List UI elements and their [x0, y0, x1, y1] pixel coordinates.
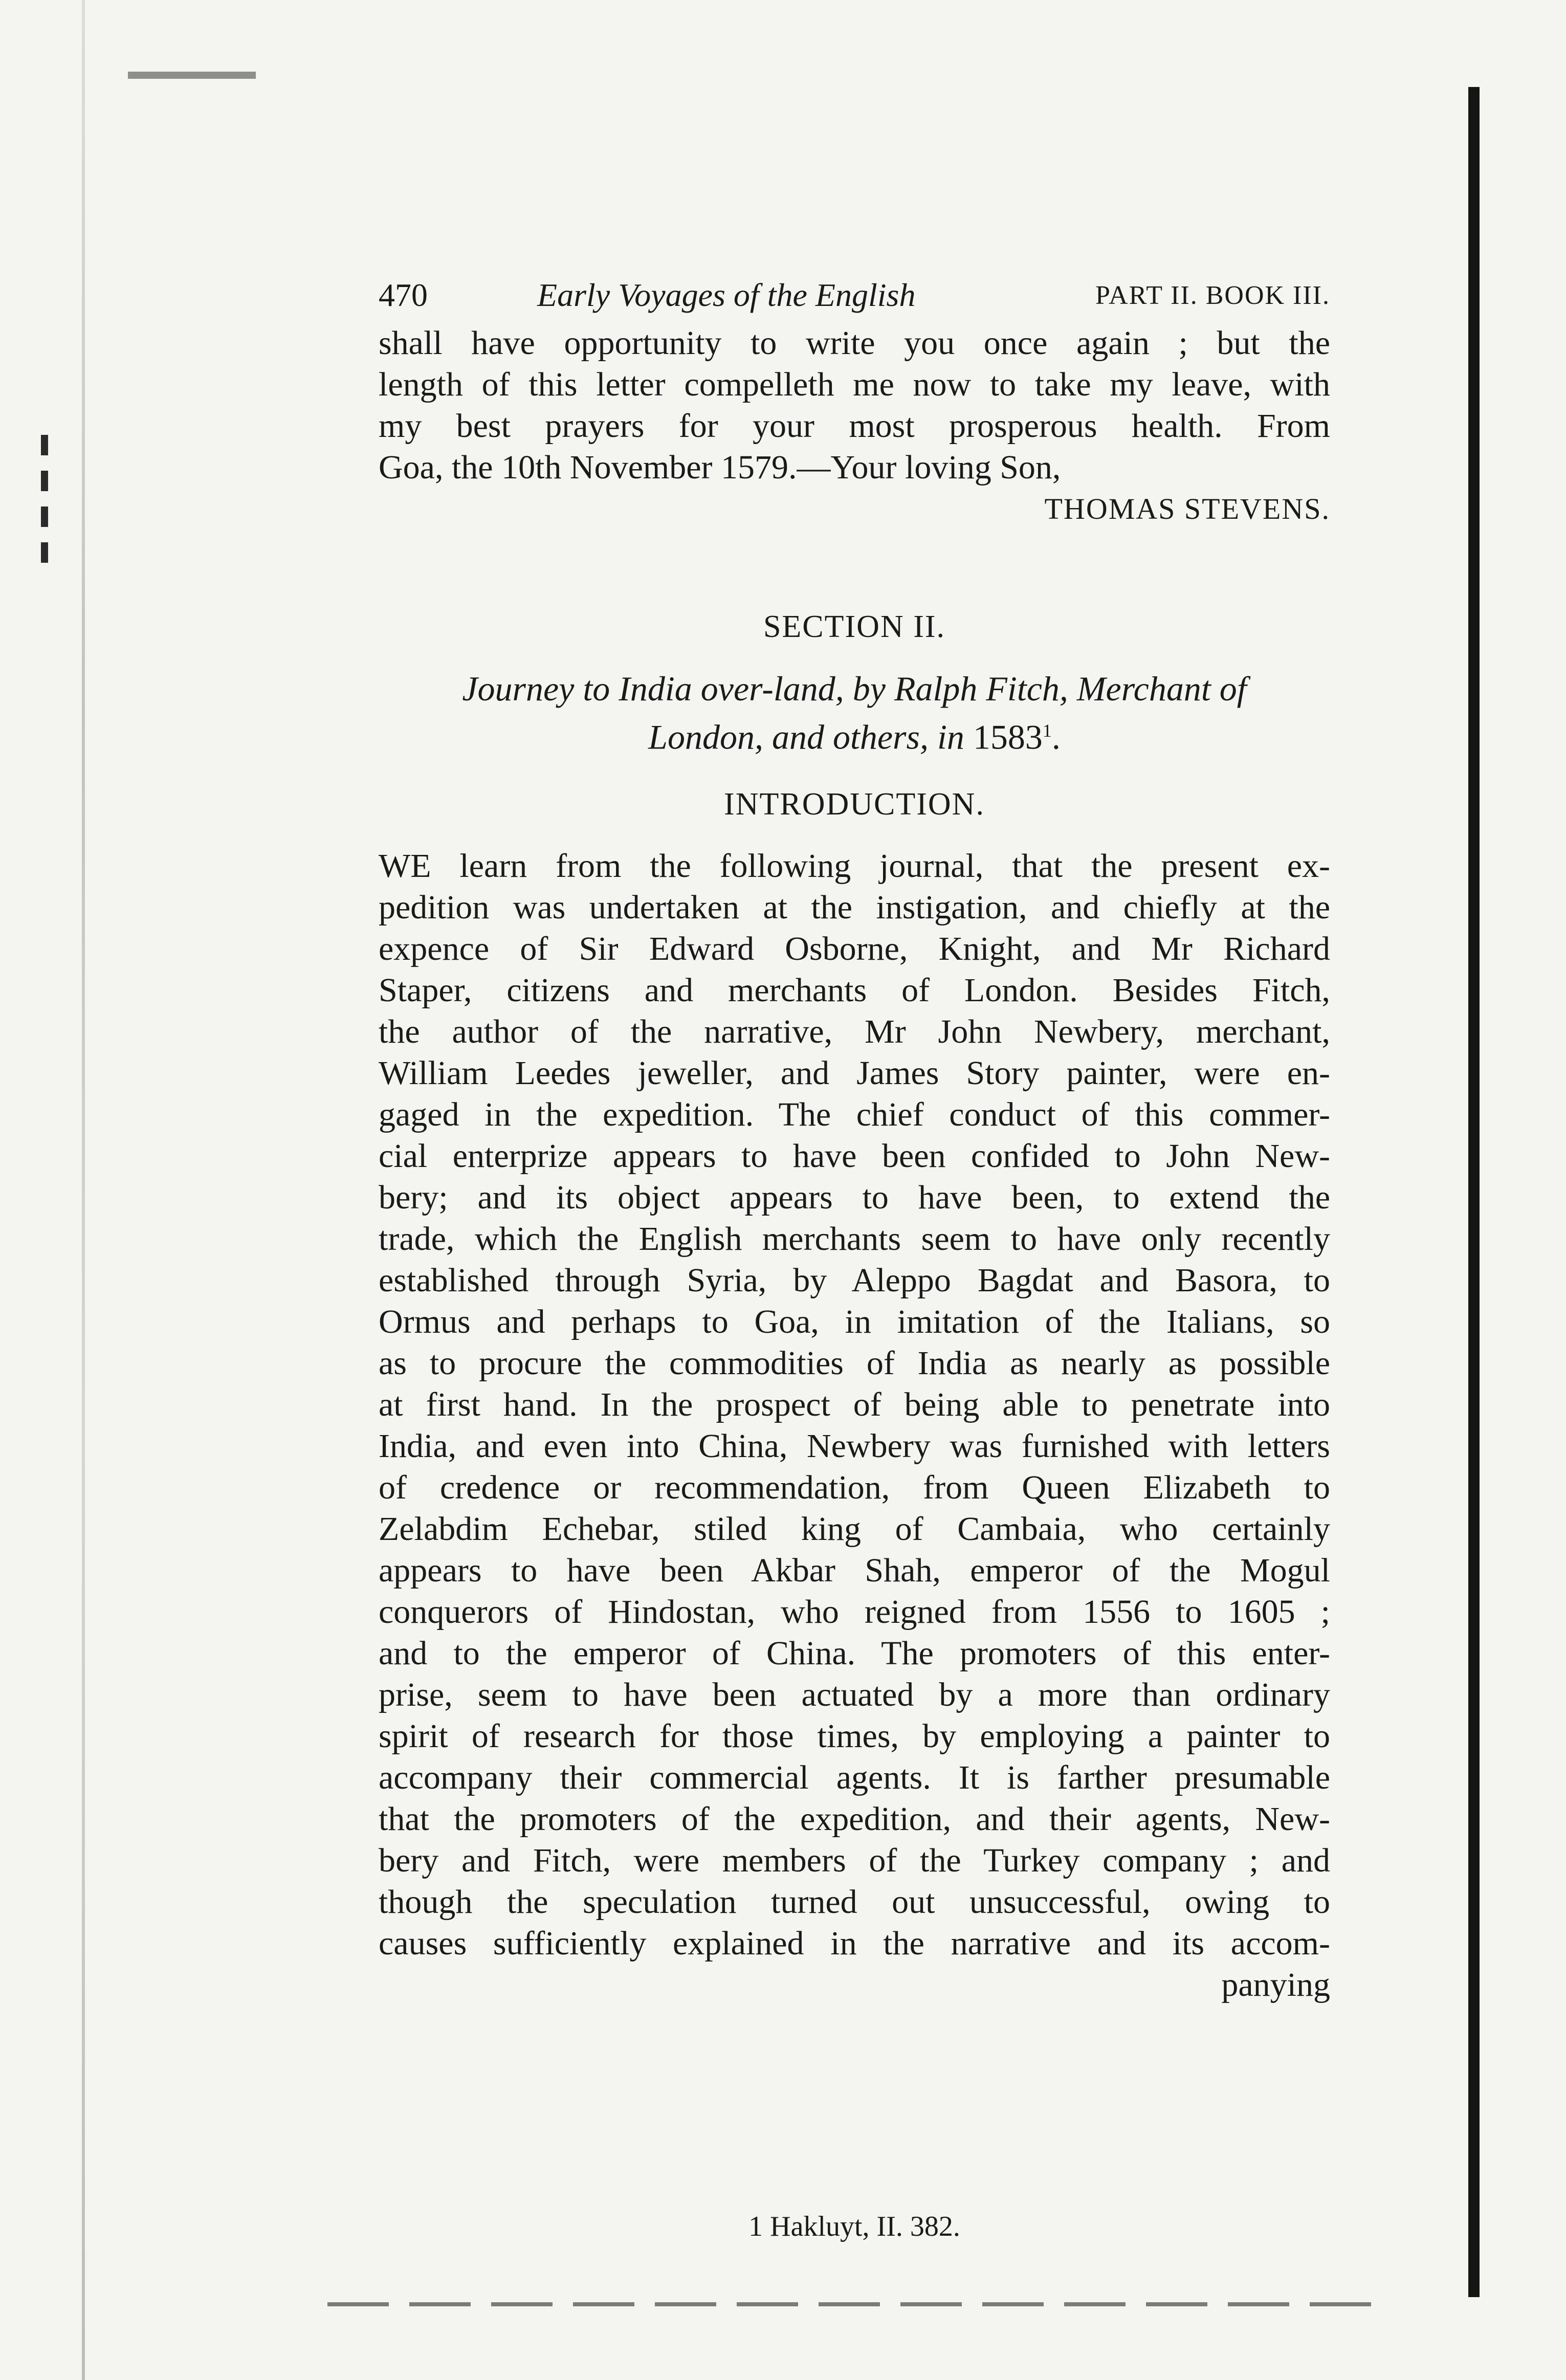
- running-head-part: PART II. BOOK III.: [1095, 281, 1330, 310]
- margin-mark: [41, 542, 48, 563]
- scan-smudge-bottom: [327, 2302, 1371, 2306]
- running-head: [379, 276, 1330, 322]
- text-line: length of this letter compelleth me now to take my leave, with: [379, 366, 1330, 403]
- text-line: prise, seem to have been actuated by a more than ordinary: [379, 1676, 1330, 1713]
- text-line: conquerors of Hindostan, who reigned from 1556 to 1605 ;: [379, 1593, 1330, 1630]
- text-line: and to the emperor of China. The promoters of this enter-: [379, 1634, 1330, 1672]
- text-line: established through Syria, by Aleppo Bagdat and Basora, to: [379, 1261, 1330, 1299]
- margin-mark: [41, 506, 48, 527]
- text-line: Ormus and perhaps to Goa, in imitation of the Italians, so: [379, 1303, 1330, 1340]
- text-line: the author of the narrative, Mr John Newbery, merchant,: [379, 1012, 1330, 1050]
- text-line: causes sufficiently explained in the narrative and its accom-: [379, 1924, 1330, 1962]
- text-line: gaged in the expedition. The chief conduct of this commer-: [379, 1095, 1330, 1133]
- page-content: [379, 276, 1330, 2006]
- text-line: bery; and its object appears to have been, to extend the: [379, 1178, 1330, 1216]
- running-head-title: Early Voyages of the English: [537, 277, 916, 313]
- section-title: [379, 668, 1330, 758]
- section-title-line: Journey to India over-land, by Ralph Fitch, Merchant of: [462, 669, 1247, 708]
- section-title-period: .: [1051, 717, 1061, 757]
- text-line: cial enterprize appears to have been confided to John New-: [379, 1137, 1330, 1175]
- text-line: at first hand. In the prospect of being able to penetrate into: [379, 1385, 1330, 1423]
- text-line: as to procure the commodities of India as nearly as possible: [379, 1344, 1330, 1382]
- scan-smudge-top: [128, 72, 256, 79]
- text-line: accompany their commercial agents. It is farther presumable: [379, 1758, 1330, 1796]
- letter-ending: [379, 322, 1330, 488]
- footnote-marker: 1: [1042, 720, 1052, 741]
- scan-page-edge-right: [1468, 87, 1480, 2297]
- margin-marks: [20, 435, 51, 599]
- text-line: expence of Sir Edward Osborne, Knight, and Mr Richard: [379, 930, 1330, 967]
- text-line: WE learn from the following journal, that the present ex-: [379, 847, 1330, 885]
- text-line: pedition was undertaken at the instigation, and chiefly at the: [379, 888, 1330, 926]
- text-line: William Leedes jeweller, and James Story painter, were en-: [379, 1054, 1330, 1092]
- scan-page-edge-left: [82, 0, 85, 2380]
- text-line: Zelabdim Echebar, stiled king of Cambaia, who certainly: [379, 1510, 1330, 1548]
- margin-mark: [41, 471, 48, 491]
- text-line: Staper, citizens and merchants of London. Besides Fitch,: [379, 971, 1330, 1009]
- section-title-text: London, and others, in: [648, 717, 964, 757]
- text-line: appears to have been Akbar Shah, emperor of the Mogul: [379, 1551, 1330, 1589]
- text-line: my best prayers for your most prosperous health. From: [379, 407, 1330, 445]
- text-line: bery and Fitch, were members of the Turkey company ; and: [379, 1841, 1330, 1879]
- introduction-heading: INTRODUCTION.: [724, 786, 985, 822]
- text-line: spirit of research for those times, by employing a painter to: [379, 1717, 1330, 1755]
- signature: THOMAS STEVENS.: [1044, 492, 1330, 525]
- section-heading: SECTION II.: [763, 609, 946, 644]
- text-line: though the speculation turned out unsuccessful, owing to: [379, 1883, 1330, 1921]
- text-line: shall have opportunity to write you once again ; but the: [379, 324, 1330, 362]
- catchword: panying: [1221, 1966, 1330, 2003]
- margin-mark: [41, 435, 48, 455]
- footnote: 1 Hakluyt, II. 382.: [748, 2211, 960, 2242]
- section-title-line: [379, 710, 1330, 758]
- page-number: 470: [379, 277, 428, 313]
- text-line: of credence or recommendation, from Queen Elizabeth to: [379, 1468, 1330, 1506]
- text-line: that the promoters of the expedition, and their agents, New-: [379, 1800, 1330, 1838]
- section-title-year: 1583: [973, 717, 1043, 757]
- introduction-body: [379, 845, 1330, 2006]
- text-line: India, and even into China, Newbery was furnished with letters: [379, 1427, 1330, 1465]
- text-line: Goa, the 10th November 1579.—Your loving Son,: [379, 449, 1061, 486]
- text-line: trade, which the English merchants seem to have only recently: [379, 1220, 1330, 1258]
